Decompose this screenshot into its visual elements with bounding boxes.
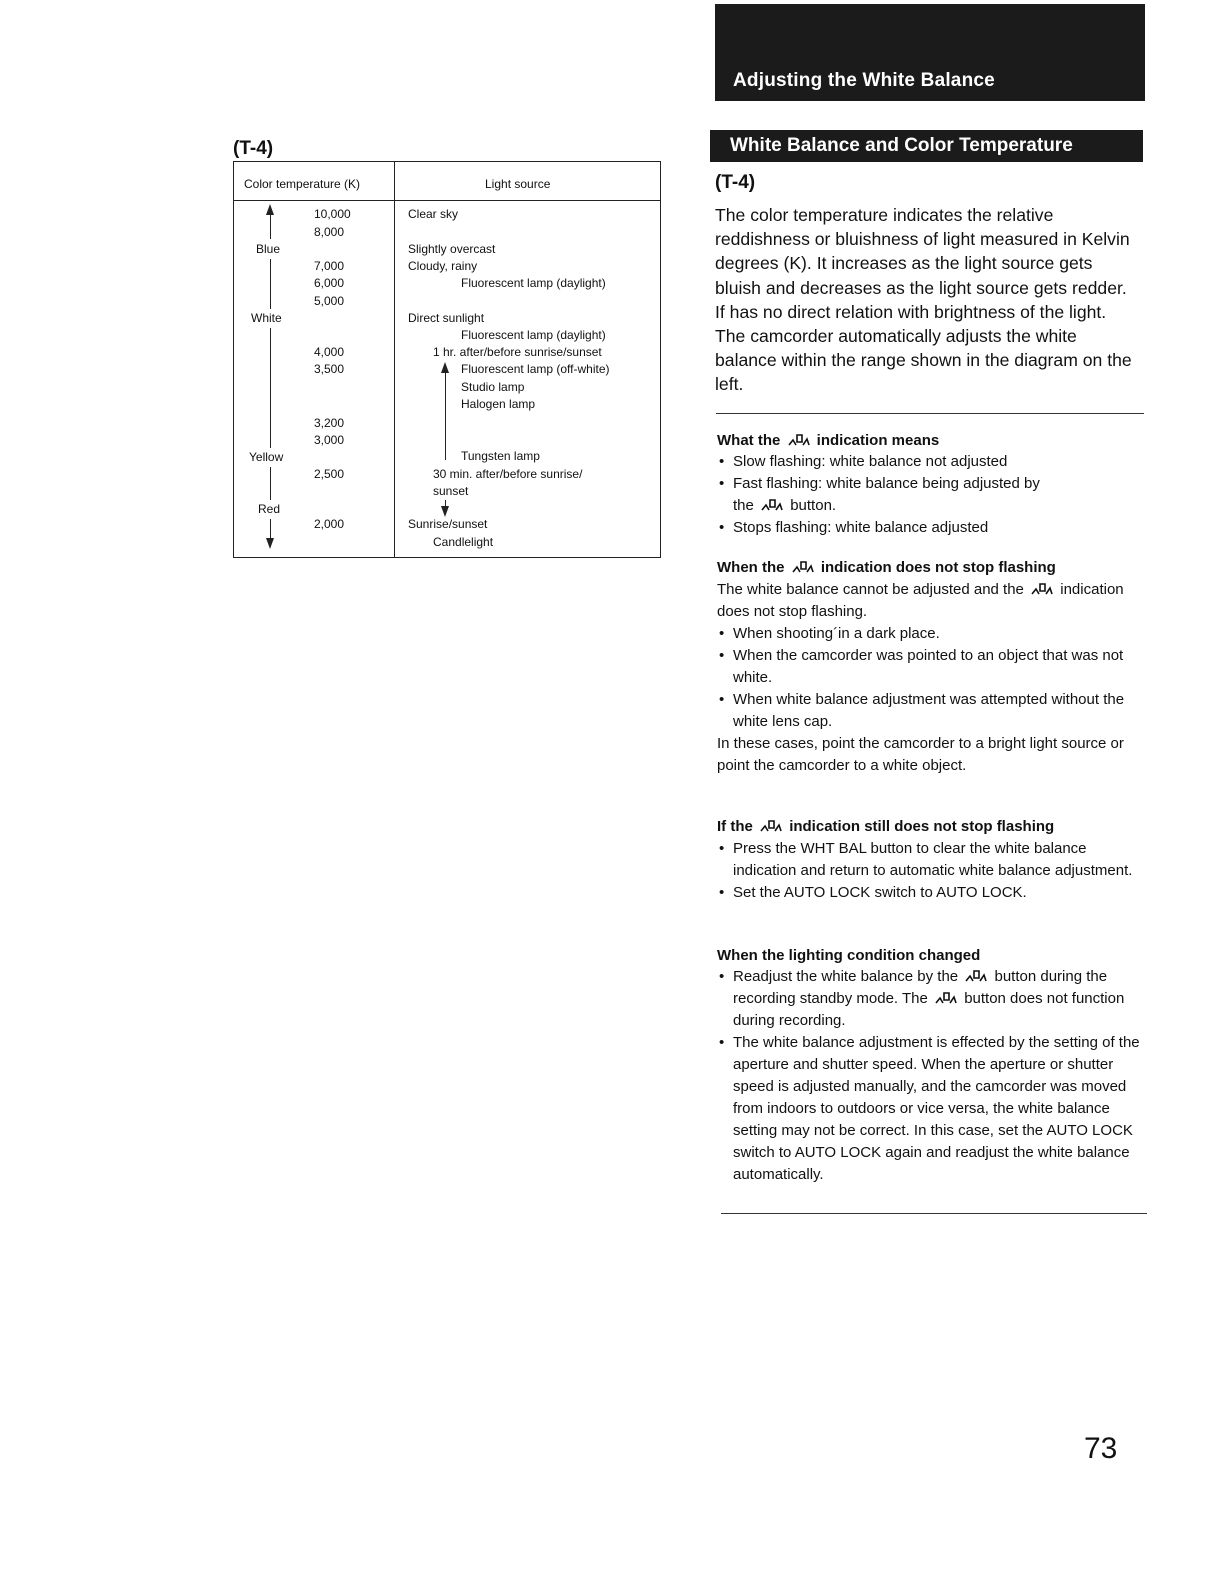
light-source: sunset (433, 484, 469, 498)
temp-value: 7,000 (314, 259, 345, 273)
list-item: • The white balance adjustment is effected by the setting of the aperture and shutter speed. When the aperture or shutter speed is adjusted manually, and the camcorder was moved from indoors to outdoors or vice versa, the white balance setting may not be correct. In this case, set the AUTO LOCK switch to AUTO LOCK again and readjust the white balance automatically. (717, 1032, 1142, 1186)
heading-does-not-stop-flashing (717, 559, 1056, 576)
white-balance-icon (965, 970, 987, 982)
white-balance-icon (1031, 583, 1053, 595)
axis-line-segment (270, 328, 271, 448)
list-item: • Stops flashing: white balance adjusted (717, 517, 1137, 539)
paragraph: In these cases, point the camcorder to a bright light source or point the camcorder to a white object. (717, 735, 1124, 774)
table-header-temperature: Color temperature (K) (244, 177, 361, 191)
table-header-divider (233, 200, 661, 201)
arrow-down-icon (266, 538, 274, 549)
light-source: Halogen lamp (461, 397, 536, 411)
light-source: Cloudy, rainy (408, 259, 478, 273)
temp-value: 3,200 (314, 416, 345, 430)
axis-line-segment (270, 467, 271, 500)
white-balance-icon (788, 434, 810, 446)
white-balance-icon (761, 499, 783, 511)
light-source: Clear sky (408, 207, 459, 221)
light-source: Tungsten lamp (461, 449, 540, 463)
temp-value: 8,000 (314, 225, 345, 239)
text-run: indication does not stop flashing. (717, 581, 1124, 620)
list-item-text (733, 495, 1137, 517)
axis-label-white: White (251, 311, 282, 325)
still-flashing-list (717, 838, 1137, 904)
indication-meanings-list (717, 451, 1137, 539)
list-item: • Slow flashing: white balance not adjusted (717, 451, 1137, 473)
axis-label-blue: Blue (256, 242, 281, 256)
list-item-text: • Fast flashing: white balance being adjusted by (733, 475, 1040, 492)
axis-line-segment (270, 519, 271, 540)
temp-value: 3,500 (314, 362, 345, 376)
page-header-title: Adjusting the White Balance (733, 70, 995, 91)
page-number: 73 (1084, 1432, 1118, 1465)
range-line (445, 372, 446, 460)
heading-text: When the (717, 559, 785, 576)
temp-value: 4,000 (314, 345, 345, 359)
heading-still-does-not-stop (717, 818, 1054, 835)
light-source: Fluorescent lamp (off-white) (461, 362, 610, 376)
heading-text: indication means (816, 432, 940, 449)
temp-value: 3,000 (314, 433, 345, 447)
light-source: Studio lamp (461, 380, 525, 394)
list-item: • When the camcorder was pointed to an object that was not white. (717, 645, 1137, 689)
table-header-light-source: Light source (485, 177, 551, 191)
arrow-down-icon (441, 506, 449, 517)
heading-text: indication still does not stop flashing (789, 818, 1055, 835)
temp-value: 6,000 (314, 276, 345, 290)
list-item: • When white balance adjustment was attempted without the white lens cap. (717, 689, 1137, 733)
paragraph (717, 579, 1137, 623)
text-run: The white balance cannot be adjusted and the (717, 581, 1024, 598)
temp-value: 5,000 (314, 294, 345, 308)
not-stop-flashing-body (717, 579, 1137, 777)
white-balance-icon (792, 561, 814, 573)
temp-value: 2,000 (314, 517, 345, 531)
list-item: • Set the AUTO LOCK switch to AUTO LOCK. (717, 882, 1137, 904)
light-source: Slightly overcast (408, 242, 496, 256)
light-source: 30 min. after/before sunrise/ (433, 467, 583, 481)
divider (721, 1213, 1147, 1214)
figure-ref-right: (T-4) (715, 172, 756, 193)
divider (716, 413, 1144, 414)
heading-text: indication does not stop flashing (820, 559, 1056, 576)
text-run: button. (790, 497, 837, 514)
white-balance-icon (935, 992, 957, 1004)
light-source: Fluorescent lamp (daylight) (461, 276, 606, 290)
white-balance-icon (760, 820, 782, 832)
axis-line-segment (270, 213, 271, 239)
axis-label-red: Red (258, 502, 281, 516)
lighting-changed-list (717, 966, 1142, 1186)
text-run: button during the recording standby mode. The (733, 968, 1108, 1007)
list-item: • Press the WHT BAL button to clear the white balance indication and return to automatic white balance adjustment. (717, 838, 1137, 882)
list-item: • When shooting´in a dark place. (717, 623, 1137, 645)
text-run: Readjust the white balance by the (733, 968, 959, 985)
heading-indication-means (717, 432, 939, 449)
heading-text: What the (717, 432, 781, 449)
light-source: Sunrise/sunset (408, 517, 488, 531)
axis-line-segment (270, 259, 271, 309)
heading-lighting-condition-changed: When the lighting condition changed (717, 947, 981, 964)
intro-paragraph: The color temperature indicates the relative reddishness or bluishness of light measured in Kelvin degrees (K). It increases as the light source gets bluish and decreases as the light source gets redder. If has no direct relation with brightness of the light. The camcorder automatically adjusts the white balance within the range shown in the diagram on the left. (715, 205, 1132, 395)
text-run: the (733, 497, 754, 514)
light-source: 1 hr. after/before sunrise/sunset (433, 345, 602, 359)
list-item (717, 966, 1142, 1032)
section-title: White Balance and Color Temperature (710, 130, 1143, 162)
text-run: button does not function during recording. (733, 990, 1125, 1029)
temp-value: 2,500 (314, 467, 345, 481)
heading-text: If the (717, 818, 753, 835)
table-column-divider (394, 161, 395, 558)
light-source: Candlelight (433, 535, 494, 549)
axis-label-yellow: Yellow (249, 450, 284, 464)
light-source: Direct sunlight (408, 311, 485, 325)
temp-value: 10,000 (314, 207, 351, 221)
light-source: Fluorescent lamp (daylight) (461, 328, 606, 342)
list-item (717, 473, 1137, 517)
figure-ref-left: (T-4) (233, 138, 274, 159)
